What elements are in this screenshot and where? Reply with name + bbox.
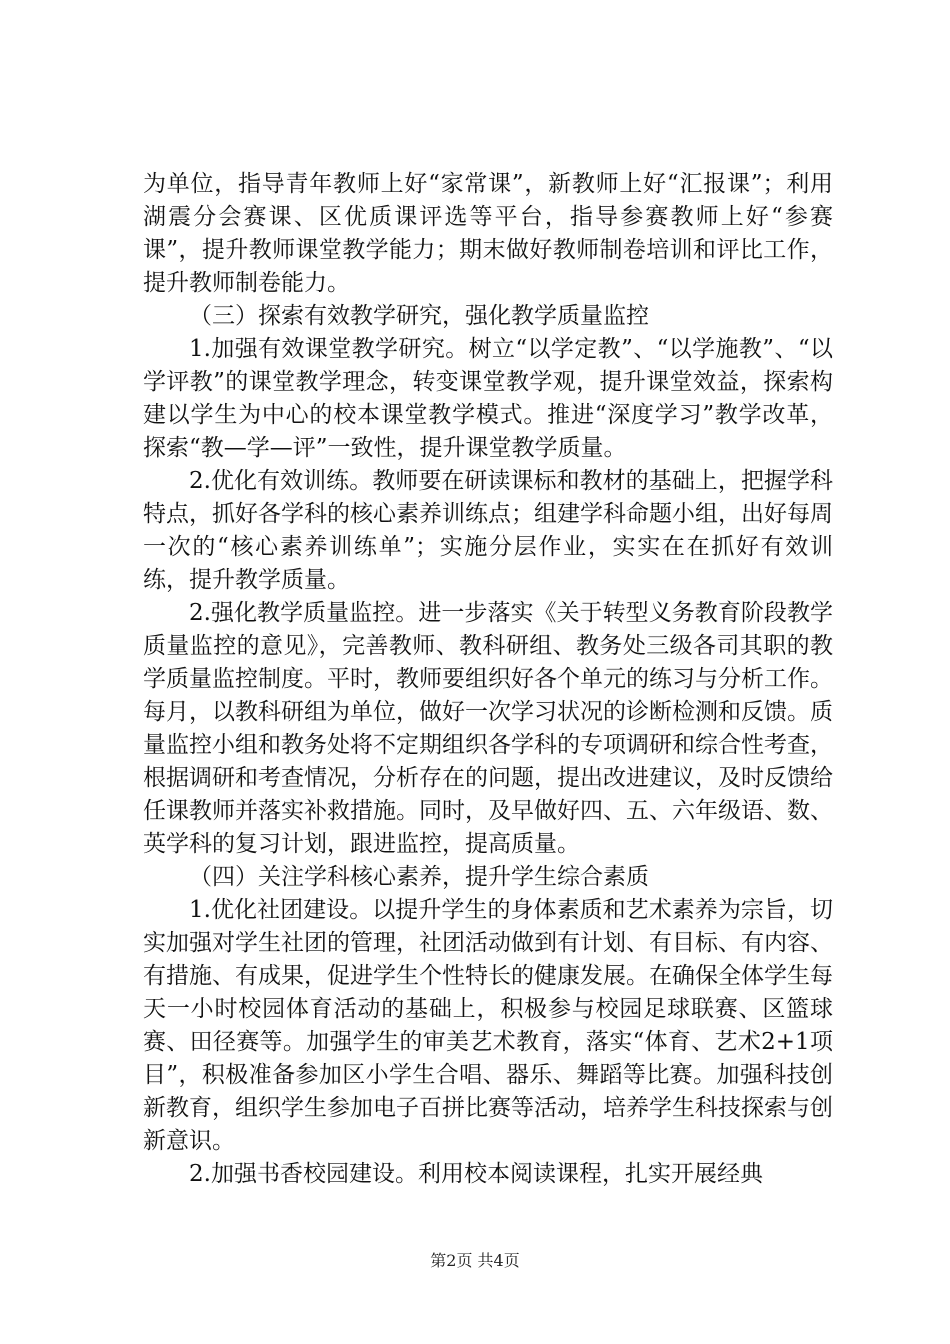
section-heading-4: （四）关注学科核心素养，提升学生综合素质 <box>189 864 649 890</box>
section-heading-3: （三）探索有效教学研究，强化教学质量监控 <box>189 303 649 329</box>
paragraph-effective-training: 2.优化有效训练。教师要在研读课标和教材的基础上，把握学科特点，抓好各学科的核心素养训练点；组建学科命题小组，出好每周一次的“核心素养训练单”；实施分层作业，实实在在抓好有效训练，提升教学质量。 <box>143 468 833 593</box>
paragraph-quality-monitoring: 2.强化教学质量监控。进一步落实《关于转型义务教育阶段教学质量监控的意见》，完善教师、教科研组、教务处三级各司其职的教学质量监控制度。平时，教师要组织好各个单元的练习与分析工作。每月，以教科研组为单位，做好一次学习状况的诊断检测和反馈。质量监控小组和教务处将不定期组织各学科的专项调研和综合性考查，根据调研和考查情况，分析存在的问题，提出改进建议，及时反馈给任课教师并落实补救措施。同时，及早做好四、五、六年级语、数、英学科的复习计划，跟进监控，提高质量。 <box>143 600 833 857</box>
paragraph-effective-teaching-research: 1.加强有效课堂教学研究。树立“以学定教”、“以学施教”、“以学评教”的课堂教学理念，转变课堂教学观，提升课堂效益，探索构建以学生为中心的校本课堂教学模式。推进“深度学习”教学改革，探索“教—学—评”一致性，提升课堂教学质量。 <box>143 336 833 461</box>
document-body <box>143 168 833 1191</box>
paragraph-club-construction: 1.优化社团建设。以提升学生的身体素质和艺术素养为宗旨，切实加强对学生社团的管理，社团活动做到有计划、有目标、有内容、有措施、有成果，促进学生个性特长的健康发展。在确保全体学生每天一小时校园体育活动的基础上，积极参与校园足球联赛、区篮球赛、田径赛等。加强学生的审美艺术教育，落实“体育、艺术2+1项目”，积极准备参加区小学生合唱、器乐、舞蹈等比赛。加强科技创新教育，组织学生参加电子百拼比赛等活动，培养学生科技探索与创新意识。 <box>143 897 833 1154</box>
paragraph-continuation: 为单位，指导青年教师上好“家常课”，新教师上好“汇报课”；利用湖震分会赛课、区优质课评选等平台，指导参赛教师上好“参赛课”，提升教师课堂教学能力；期末做好教师制卷培训和评比工作，提升教师制卷能力。 <box>143 171 833 296</box>
paragraph-reading-campus: 2.加强书香校园建设。利用校本阅读课程，扎实开展经典 <box>189 1161 763 1187</box>
page-number-footer: 第2页 共4页 <box>430 1251 520 1270</box>
